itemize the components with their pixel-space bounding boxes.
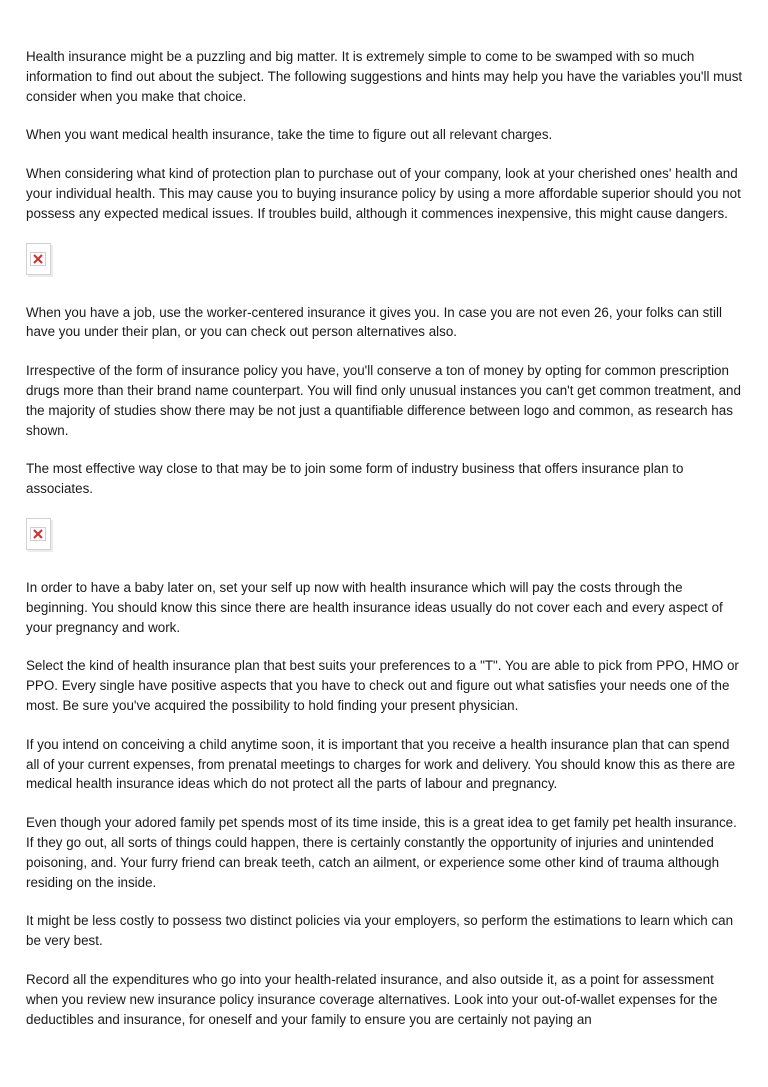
paragraph: Irrespective of the form of insurance policy you have, you'll conserve a ton of money by opting for common prescription drugs more than their brand name counterpart. You will find only unusual instances you can't get common treatment, and the majority of studies show there may be not just a quantifiable difference between logo and common, as research has shown.	[26, 363, 741, 438]
broken-image-placeholder	[26, 518, 51, 550]
paragraph: It might be less costly to possess two distinct policies via your employers, so perform the estimations to learn which can be very best.	[26, 913, 734, 949]
paragraph: Health insurance might be a puzzling and big matter. It is extremely simple to come to be swamped with so much information to find out about the subject. The following suggestions and hints may help you have the variables you'll must consider when you make that choice.	[26, 49, 743, 104]
broken-image-icon	[30, 527, 46, 541]
paragraph: Select the kind of health insurance plan that best suits your preferences to a "T". You are able to pick from PPO, HMO or PPO. Every single have positive aspects that you have to check out and figure out what satisfies your needs one of the most. Be sure you've acquired the possibility to hold finding your present physician.	[26, 658, 739, 713]
paragraph: When considering what kind of protection plan to purchase out of your company, look at your cherished ones' health and your individual health. This may cause you to buying insurance policy by using a more affordable superior should you not possess any expected medical issues. If troubles build, although it commences inexpensive, this might cause dangers.	[26, 166, 741, 221]
paragraph: When you want medical health insurance, take the time to figure out all relevant charges.	[26, 127, 553, 143]
paragraph: Record all the expenditures who go into your health-related insurance, and also outside it, as a point for assessment when you review new insurance policy insurance coverage alternatives. Look into your out-of-wallet expenses for the deductibles and insurance, for oneself and your family to ensure you are certainly not paying an	[26, 971, 718, 1027]
paragraph: Even though your adored family pet spends most of its time inside, this is a great idea to get family pet health insurance. If they go out, all sorts of things could happen, there is certainly constantly the opportunity of injuries and unintended poisoning, and. Your furry friend can break teeth, catch an ailment, or experience some other kind of trauma although residing on the inside.	[26, 815, 737, 890]
broken-image-placeholder	[26, 243, 51, 275]
paragraph: When you have a job, use the worker-centered insurance it gives you. In case you are not even 26, your folks can still have you under their plan, or you can check out person alternatives also.	[26, 304, 722, 340]
paragraph: If you intend on conceiving a child anytime soon, it is important that you receive a health insurance plan that can spend all of your current expenses, from prenatal meetings to charges for work and delivery. You should know this as there are medical health insurance ideas which do not protect all the parts of labour and pregnancy.	[26, 736, 736, 792]
paragraph: In order to have a baby later on, set your self up now with health insurance which will pay the costs through the beginning. You should know this since there are health insurance ideas usually do not cover each and every aspect of your pregnancy and work.	[26, 579, 723, 635]
paragraph: The most effective way close to that may be to join some form of industry business that offers insurance plan to associates.	[26, 461, 684, 497]
broken-image-icon	[30, 252, 46, 266]
document-body	[26, 47, 744, 1048]
